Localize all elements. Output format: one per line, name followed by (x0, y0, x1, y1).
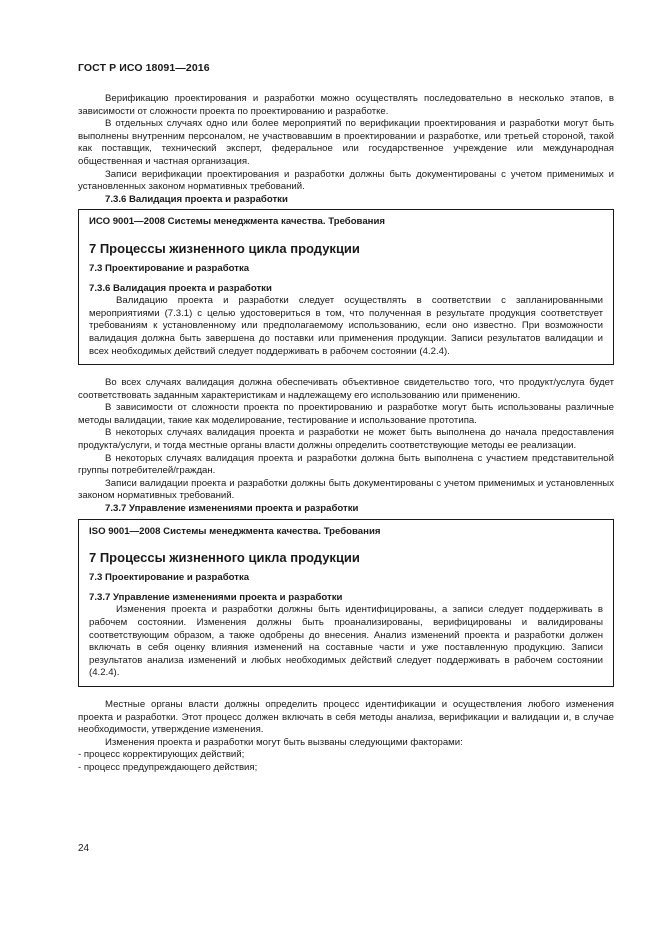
intro-paragraph-3: Записи верификации проектирования и разработки должны быть документированы с учетом применимых и установленных законом нормативных требований. (78, 168, 614, 193)
document-code-header: ГОСТ Р ИСО 18091—2016 (78, 62, 210, 74)
box-subsection-title: 7.3 Проектирование и разработка (89, 572, 250, 584)
intro-paragraph-2: В отдельных случаях одно или более мероприятий по верификации проектирования и разработки могут быть выполнены внутренним персоналом, не участвовавшим в проектировании и разработке, или третьей стороной, такой как поставщик, технический эксперт, федеральное или государственное учреждение или международная общественная и частная организация. (78, 118, 614, 167)
iso-quote-box-changes (78, 519, 614, 687)
middle-paragraph-5: Записи валидации проекта и разработки должны быть документированы с учетом применимых и установленных законом нормативных требований. (78, 477, 614, 502)
box-clause-text: Валидацию проекта и разработки следует осуществлять в соответствии с запланированными мероприятиями (7.3.1) с целью удостовериться в том, что полученная в результате продукция соответствует требованиям к установленному или предполагаемому использованию, если оно известно. При возможности валидация должна быть завершена до поставки или применения продукции. Записи результатов валидации и всех необходимых действий следует поддерживать в рабочем состоянии (4.2.4). (89, 295, 603, 357)
box-clause-title: 7.3.6 Валидация проекта и разработки (89, 282, 272, 294)
box-subsection-title: 7.3 Проектирование и разработка (89, 262, 250, 274)
page-content (78, 93, 614, 775)
final-paragraph-1: Местные органы власти должны определить процесс идентификации и осуществления любого изменения проекта и разработки. Этот процесс должен включать в себя методы анализа, верификации и валидации и, в случае необходимости, утверждение изменения. (78, 698, 614, 736)
middle-paragraph-4: В некоторых случаях валидация проекта и разработки должна быть выполнена с участием представительной группы потребителей/граждан. (78, 452, 614, 477)
middle-paragraph-1: Во всех случаях валидация должна обеспечивать объективное свидетельство того, что продукт/услуга будет соответствовать заданным характеристикам и надлежащему его использованию или применению. (78, 377, 614, 401)
list-item: - процесс предупреждающего действия; (78, 761, 258, 773)
list-item: - процесс корректирующих действий; (78, 749, 245, 761)
middle-paragraph-2: В зависимости от сложности проекта по проектированию и разработке могут быть использованы различные методы валидации, такие как моделирование, тестирование и использование прототипа. (78, 402, 614, 426)
middle-paragraph-3: В некоторых случаях валидация проекта и разработки не может быть выполнена до начала предоставления продукта/услуги, и тогда местные органы власти должны определить соответствующие методы ее реализации. (78, 427, 614, 452)
box-standard-title: ИСО 9001—2008 Системы менеджмента качества. Требования (89, 216, 385, 228)
section-7-3-7-heading: 7.3.7 Управление изменениями проекта и разработки (105, 503, 359, 515)
iso-quote-box-validation (78, 209, 614, 365)
box-chapter-title: 7 Процессы жизненного цикла продукции (89, 240, 360, 256)
box-clause-text: Изменения проекта и разработки должны быть идентифицированы, а записи следует поддерживать в рабочем состоянии. Изменения должны быть проанализированы, верифицированы и валидированы соответствующим образом, а также одобрены до внесения. Анализ изменений проекта и разработки должен включать в себя оценку влияния изменений на составные части и уже поставленную продукцию. Записи результатов анализа изменений и любых необходимых действий следует поддерживать в рабочем состоянии (4.2.4). (89, 604, 603, 679)
box-clause-title: 7.3.7 Управление изменениями проекта и разработки (89, 591, 343, 603)
final-paragraph-2: Изменения проекта и разработки могут быть вызваны следующими факторами: (105, 736, 463, 748)
box-standard-title: ISO 9001—2008 Системы менеджмента качества. Требования (89, 525, 381, 537)
intro-paragraph-1: Верификацию проектирования и разработки можно осуществлять последовательно в несколько этапов, в зависимости от сложности проекта по проектированию и разработке. (78, 93, 614, 117)
section-7-3-6-heading: 7.3.6 Валидация проекта и разработки (105, 193, 288, 205)
box-chapter-title: 7 Процессы жизненного цикла продукции (89, 550, 360, 566)
page-number: 24 (78, 843, 90, 854)
